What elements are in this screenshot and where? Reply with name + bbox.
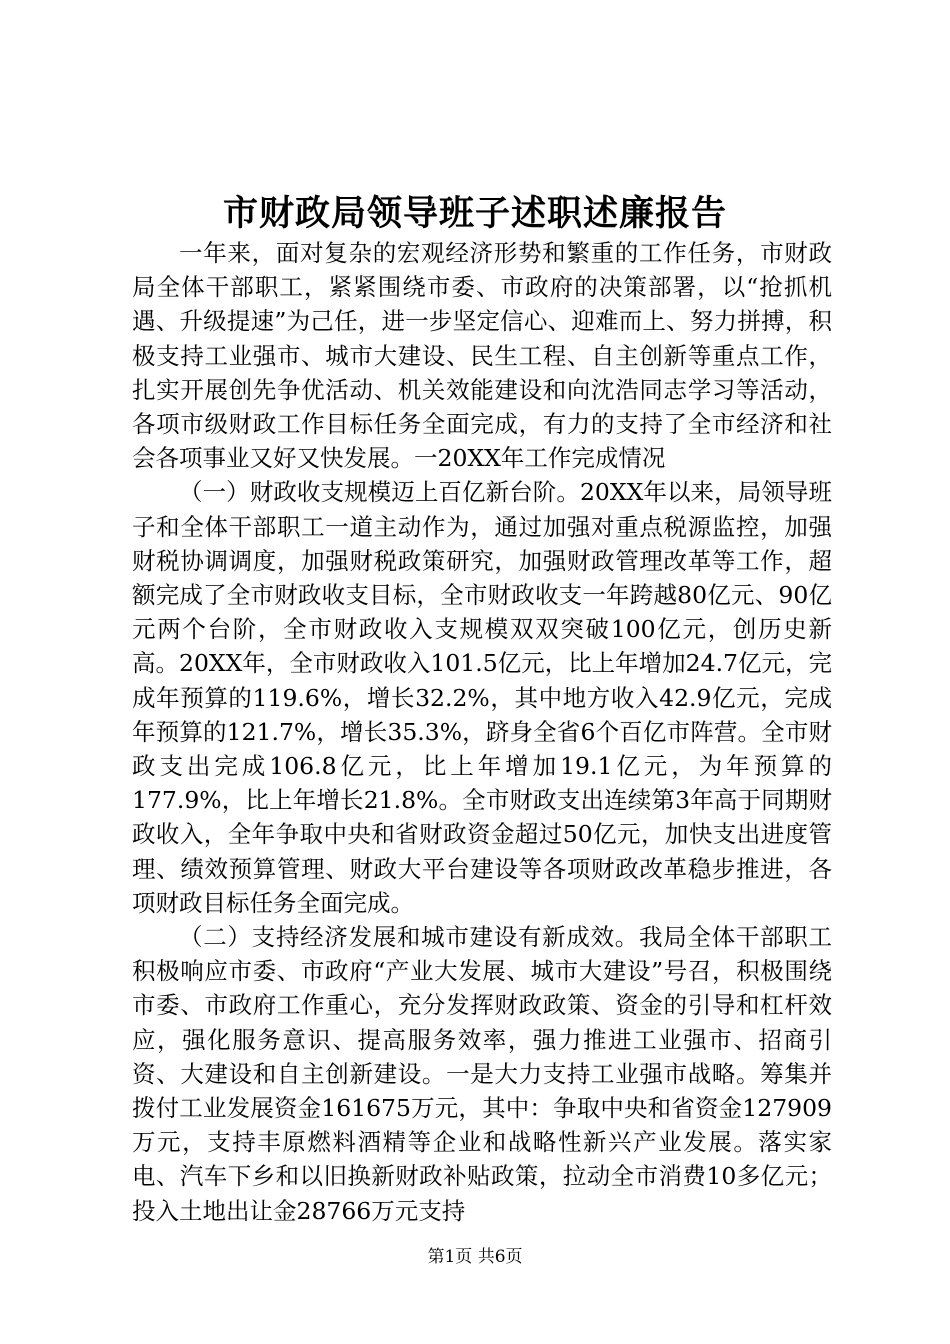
section-2-paragraph: （二）支持经济发展和城市建设有新成效。我局全体干部职工积极响应市委、市政府“产业大发展、城市大建设”号召，积极围绕市委、市政府工作重心，充分发挥财政政策、资金的引导和杠杆效应，强化服务意识、提高服务效率，强力推进工业强市、招商引资、大建设和自主创新建设。一是大力支持工业强市战略。筹集并拨付工业发展资金161675万元，其中：争取中央和省资金127909万元，支持丰原燃料酒精等企业和战略性新兴产业发展。落实家电、汽车下乡和以旧换新财政补贴政策，拉动全市消费10多亿元；投入土地出让金28766万元支持: [132, 923, 832, 1225]
intro-paragraph: 一年来，面对复杂的宏观经济形势和繁重的工作任务，市财政局全体干部职工，紧紧围绕市委、市政府的决策部署，以“抢抓机遇、升级提速”为己任，进一步坚定信心、迎难而上、努力拼搏，积极支持工业强市、城市大建设、民生工程、自主创新等重点工作，扎实开展创先争优活动、机关效能建设和向沈浩同志学习等活动，各项市级财政工作目标任务全面完成，有力的支持了全市经济和社会各项事业又好又快发展。一20XX年工作完成情况: [132, 239, 832, 473]
section-1-paragraph: （一）财政收支规模迈上百亿新台阶。20XX年以来，局领导班子和全体干部职工一道主动作为，通过加强对重点税源监控，加强财税协调调度，加强财税政策研究，加强财政管理改革等工作，超额完成了全市财政收支目标，全市财政收支一年跨越80亿元、90亿元两个台阶，全市财政收入支规模双双突破100亿元，创历史新高。20XX年，全市财政收入101.5亿元，比上年增加24.7亿元，完成年预算的119.6%，增长32.2%，其中地方收入42.9亿元，完成年预算的121.7%，增长35.3%，跻身全省6个百亿市阵营。全市财政支出完成106.8亿元，比上年增加19.1亿元，为年预算的177.9%，比上年增长21.8%。全市财政支出连续第3年高于同期财政收入，全年争取中央和省财政资金超过50亿元，加快支出进度管理、绩效预算管理、财政大平台建设等各项财政改革稳步推进，各项财政目标任务全面完成。: [132, 478, 832, 917]
document-body: [132, 236, 832, 1228]
document-title: 市财政局领导班子述职述廉报告: [222, 193, 727, 234]
page-number-footer: 第1页 共6页: [427, 1247, 523, 1267]
